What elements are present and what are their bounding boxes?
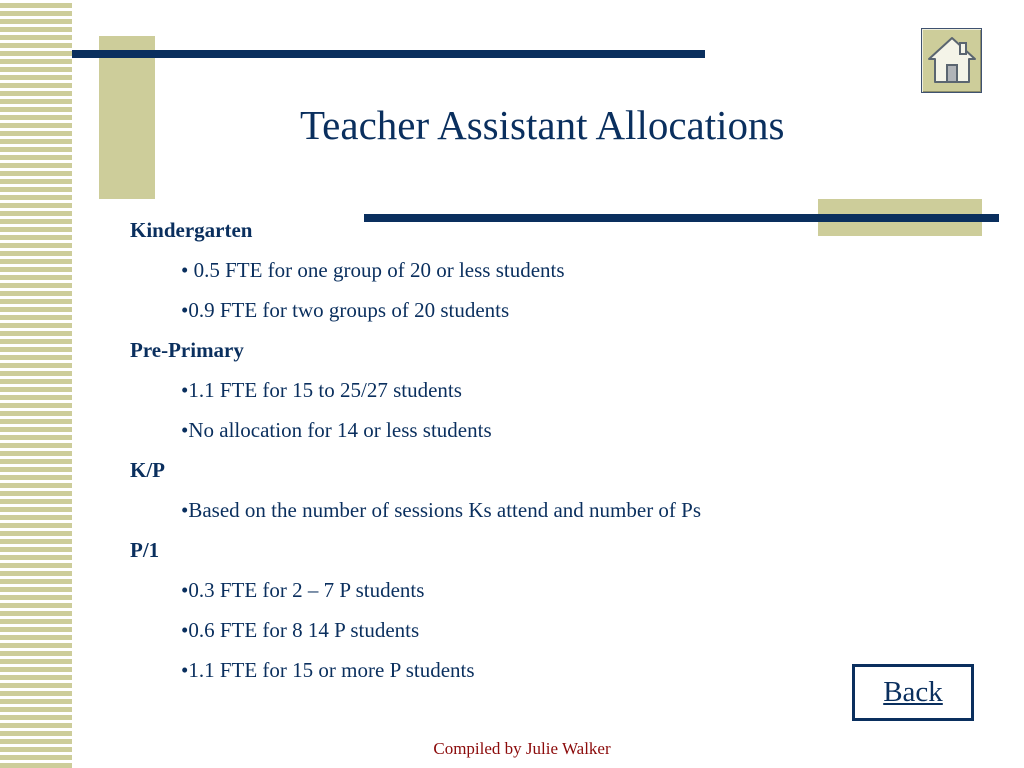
house-icon	[926, 35, 978, 87]
home-button[interactable]	[921, 28, 982, 93]
footer-credit: Compiled by Julie Walker	[433, 739, 611, 758]
bullet-item: •0.3 FTE for 2 – 7 P students	[181, 578, 425, 602]
bullet-item: •0.6 FTE for 8 14 P students	[181, 618, 420, 642]
bullet-item: •1.1 FTE for 15 to 25/27 students	[181, 378, 462, 402]
bullet-item: •1.1 FTE for 15 or more P students	[181, 658, 475, 682]
bullet-item: • 0.5 FTE for one group of 20 or less students	[181, 258, 565, 282]
section-heading-p1: P/1	[130, 538, 160, 562]
section-heading-kp: K/P	[130, 458, 165, 482]
bullet-item: •0.9 FTE for two groups of 20 students	[181, 298, 510, 322]
back-button[interactable]: Back	[852, 664, 974, 721]
section-heading-kindergarten: Kindergarten	[130, 218, 253, 242]
slide-title: Teacher Assistant Allocations	[300, 102, 785, 148]
top-divider-line	[72, 50, 705, 58]
decorative-vertical-bar	[99, 36, 155, 199]
section-heading-pre-primary: Pre-Primary	[130, 338, 244, 362]
left-stripe-border	[0, 0, 72, 768]
allocation-list	[130, 210, 930, 690]
bullet-item: •No allocation for 14 or less students	[181, 418, 492, 442]
bullet-item: •Based on the number of sessions Ks attend and number of Ps	[181, 498, 702, 522]
